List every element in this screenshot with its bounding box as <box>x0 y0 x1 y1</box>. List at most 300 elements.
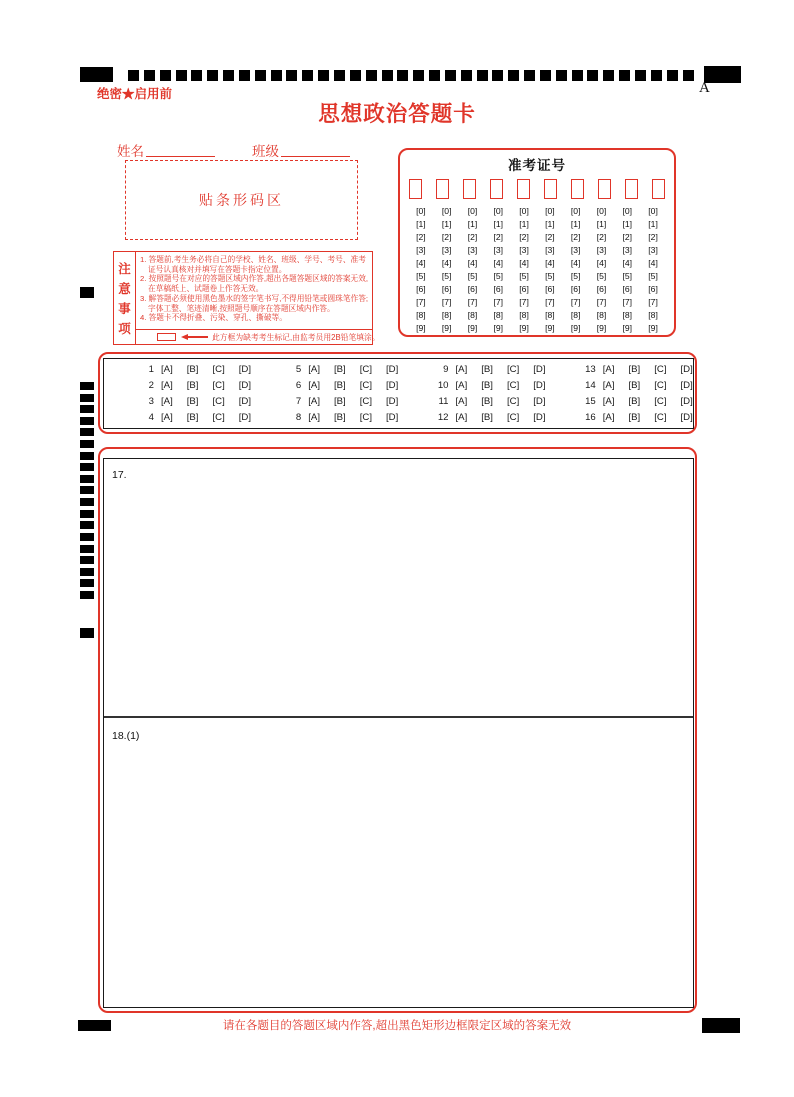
digit-bubble[interactable]: [8] <box>519 310 529 320</box>
digit-bubble[interactable]: [1] <box>545 219 555 229</box>
digit-bubble[interactable]: [6] <box>622 284 633 294</box>
digit-bubble[interactable]: [3] <box>441 245 452 255</box>
digit-bubble[interactable]: [9] <box>416 323 426 333</box>
option-bubble[interactable]: [C] <box>654 396 667 408</box>
timing-mark <box>80 440 94 448</box>
timing-mark <box>80 394 94 402</box>
digit-bubble[interactable]: [4] <box>467 258 478 268</box>
option-bubble[interactable]: [C] <box>359 379 372 391</box>
timing-mark <box>508 70 519 81</box>
digit-bubble[interactable]: [3] <box>596 245 607 255</box>
version-label: A <box>699 80 710 96</box>
digit-bubble[interactable]: [6] <box>441 284 452 294</box>
digit-bubble[interactable]: [6] <box>493 284 504 294</box>
option-bubble[interactable]: [C] <box>506 396 520 408</box>
question-number: 3 <box>148 396 154 408</box>
timing-mark <box>80 417 94 425</box>
option-bubble[interactable]: [B] <box>333 363 346 375</box>
digit-bubble[interactable]: [7] <box>622 297 633 307</box>
digit-bubble[interactable]: [7] <box>467 297 478 307</box>
timing-mark <box>80 428 94 436</box>
mc-question-row <box>134 396 251 407</box>
left-arrow-icon <box>181 334 188 340</box>
option-bubble[interactable]: [A] <box>161 412 173 424</box>
mc-question-row <box>281 412 398 423</box>
notice-item: 2. 按照题号在对应的答题区域内作答,超出各题答题区域的答案无效,在草稿纸上、试题卷上作答无效。 <box>140 274 369 294</box>
timing-mark <box>80 452 94 460</box>
option-bubble[interactable]: [C] <box>212 379 225 391</box>
option-bubble[interactable]: [C] <box>506 412 520 424</box>
digit-bubble[interactable]: [9] <box>519 323 529 333</box>
digit-bubble[interactable]: [5] <box>622 271 633 281</box>
exam-number-digit-grid <box>408 205 666 335</box>
option-bubble[interactable]: [B] <box>481 379 493 391</box>
timing-mark <box>318 70 329 81</box>
digit-bubble[interactable]: [5] <box>467 271 478 281</box>
option-group <box>161 380 251 391</box>
timing-mark <box>239 70 250 81</box>
digit-bubble[interactable]: [9] <box>493 323 504 333</box>
digit-bubble[interactable]: [4] <box>596 258 607 268</box>
digit-bubble[interactable]: [6] <box>467 284 478 294</box>
notice-body <box>136 252 380 344</box>
digit-bubble[interactable]: [8] <box>467 310 478 320</box>
digit-bubble[interactable]: [5] <box>596 271 607 281</box>
option-bubble[interactable]: [B] <box>628 379 641 391</box>
option-group <box>456 412 546 423</box>
option-group <box>161 364 251 375</box>
option-bubble[interactable]: [A] <box>602 379 615 391</box>
mc-column <box>104 359 251 428</box>
digit-bubble[interactable]: [5] <box>519 271 529 281</box>
option-bubble[interactable]: [A] <box>602 396 615 408</box>
timing-mark <box>350 70 361 81</box>
option-group <box>308 412 398 423</box>
digit-bubble[interactable]: [9] <box>648 323 658 333</box>
timing-mark <box>80 579 94 587</box>
timing-mark <box>176 70 187 81</box>
digit-bubble[interactable]: [3] <box>493 245 504 255</box>
digit-bubble[interactable]: [7] <box>596 297 607 307</box>
exam-number-write-squares <box>409 179 665 199</box>
digit-bubble[interactable]: [1] <box>622 219 633 229</box>
option-group <box>161 412 251 423</box>
page-title: 思想政治答题卡 <box>318 102 476 126</box>
option-bubble[interactable]: [D] <box>680 363 693 375</box>
digit-bubble[interactable]: [9] <box>545 323 555 333</box>
option-bubble[interactable]: [D] <box>238 379 251 391</box>
option-group <box>603 396 693 407</box>
exam-number-square[interactable] <box>598 179 611 199</box>
digit-bubble[interactable]: [5] <box>648 271 658 281</box>
mc-question-row <box>429 364 546 375</box>
digit-bubble[interactable]: [4] <box>570 258 581 268</box>
timing-mark <box>651 70 662 81</box>
digit-bubble[interactable]: [2] <box>648 232 658 242</box>
digit-bubble[interactable]: [5] <box>570 271 581 281</box>
digit-bubble[interactable]: [2] <box>596 232 607 242</box>
option-group <box>308 380 398 391</box>
option-group <box>603 380 693 391</box>
digit-bubble[interactable]: [2] <box>519 232 529 242</box>
exam-number-square[interactable] <box>409 179 422 199</box>
question-number: 5 <box>295 363 302 375</box>
digit-bubble[interactable]: [8] <box>416 310 426 320</box>
digit-bubble[interactable]: [3] <box>519 245 529 255</box>
digit-bubble[interactable]: [6] <box>570 284 581 294</box>
question-number: 16 <box>585 412 596 424</box>
option-bubble[interactable]: [B] <box>186 363 199 375</box>
mc-question-row <box>576 380 693 391</box>
option-bubble[interactable]: [A] <box>308 379 320 391</box>
timing-mark <box>80 510 94 518</box>
timing-mark <box>286 70 297 81</box>
option-bubble[interactable]: [D] <box>385 412 399 424</box>
notice-title-char: 注 <box>118 262 131 276</box>
timing-mark <box>80 568 94 576</box>
question-number: 13 <box>585 363 596 375</box>
digit-bubble[interactable]: [3] <box>545 245 555 255</box>
option-bubble[interactable]: [C] <box>212 412 225 424</box>
timing-mark <box>160 70 171 81</box>
timing-mark <box>429 70 440 81</box>
notice-title-char: 事 <box>118 302 131 316</box>
timing-mark <box>587 70 598 81</box>
question-number: 9 <box>443 363 449 375</box>
option-bubble[interactable]: [A] <box>602 363 615 375</box>
option-bubble[interactable]: [D] <box>680 396 693 408</box>
digit-bubble[interactable]: [2] <box>467 232 478 242</box>
digit-bubble[interactable]: [1] <box>441 219 452 229</box>
digit-bubble[interactable]: [0] <box>467 206 478 216</box>
digit-bubble[interactable]: [9] <box>570 323 581 333</box>
question-number: 6 <box>295 379 302 391</box>
timing-mark <box>397 70 408 81</box>
option-bubble[interactable]: [D] <box>680 379 693 391</box>
option-group <box>456 380 546 391</box>
option-group <box>161 396 251 407</box>
option-bubble[interactable]: [B] <box>481 363 493 375</box>
digit-bubble[interactable]: [0] <box>519 206 529 216</box>
digit-bubble[interactable]: [7] <box>441 297 452 307</box>
exam-number-box <box>398 148 676 337</box>
absent-marker-box[interactable] <box>157 333 176 341</box>
left-timing-mark-lower <box>80 628 94 638</box>
left-timing-strip <box>80 382 94 599</box>
option-bubble[interactable]: [A] <box>455 379 468 391</box>
q18-answer-area[interactable] <box>104 720 693 1007</box>
digit-bubble[interactable]: [8] <box>622 310 633 320</box>
class-label: 班级 <box>252 144 279 159</box>
digit-bubble[interactable]: [0] <box>570 206 581 216</box>
timing-mark <box>128 70 139 81</box>
option-bubble[interactable]: [A] <box>455 412 468 424</box>
exam-number-square[interactable] <box>490 179 503 199</box>
question-number: 10 <box>437 379 449 391</box>
notice-item: 1. 答题前,考生务必将自己的学校、姓名、班级、学号、考号、准考证号认真核对并填写在答题卡指定位置。 <box>140 255 366 274</box>
mc-question-row <box>576 396 693 407</box>
left-timing-mark-upper <box>80 287 94 298</box>
digit-bubble[interactable]: [1] <box>596 219 607 229</box>
timing-mark <box>477 70 488 81</box>
exam-number-square[interactable] <box>436 179 449 199</box>
mc-question-row <box>281 396 398 407</box>
digit-bubble[interactable]: [3] <box>622 245 633 255</box>
corner-block-top-left <box>80 67 113 82</box>
digit-bubble[interactable]: [5] <box>545 271 555 281</box>
timing-mark <box>524 70 535 81</box>
digit-bubble[interactable]: [7] <box>493 297 504 307</box>
exam-number-square[interactable] <box>625 179 638 199</box>
name-input-line[interactable] <box>146 156 215 157</box>
option-bubble[interactable]: [A] <box>602 412 615 424</box>
digit-bubble[interactable]: [0] <box>441 206 452 216</box>
mc-question-row <box>429 396 546 407</box>
digit-bubble[interactable]: [4] <box>519 258 529 268</box>
digit-bubble[interactable]: [9] <box>441 323 452 333</box>
digit-bubble[interactable]: [6] <box>596 284 607 294</box>
option-group <box>603 364 693 375</box>
digit-bubble[interactable]: [4] <box>648 258 658 268</box>
timing-mark <box>683 70 694 81</box>
timing-mark <box>80 521 94 529</box>
option-bubble[interactable]: [D] <box>533 412 546 424</box>
exam-number-square[interactable] <box>571 179 584 199</box>
digit-bubble[interactable]: [9] <box>622 323 633 333</box>
left-arrow-shaft <box>188 336 208 338</box>
timing-mark <box>80 486 94 494</box>
digit-bubble[interactable]: [1] <box>467 219 478 229</box>
option-bubble[interactable]: [B] <box>481 412 493 424</box>
option-bubble[interactable]: [C] <box>359 396 372 408</box>
timing-mark <box>80 533 94 541</box>
option-bubble[interactable]: [C] <box>654 363 667 375</box>
q17-answer-area[interactable] <box>104 459 693 718</box>
option-bubble[interactable]: [D] <box>238 412 251 424</box>
digit-bubble[interactable]: [5] <box>416 271 426 281</box>
exam-number-square[interactable] <box>652 179 665 199</box>
digit-bubble[interactable]: [6] <box>416 284 426 294</box>
digit-bubble[interactable]: [2] <box>416 232 426 242</box>
question-number: 1 <box>148 363 154 375</box>
digit-bubble[interactable]: [3] <box>570 245 581 255</box>
option-bubble[interactable]: [D] <box>238 396 251 408</box>
footer-warning: 请在各题目的答题区域内作答,超出黑色矩形边框限定区域的答案无效 <box>222 1020 572 1032</box>
digit-bubble[interactable]: [7] <box>570 297 581 307</box>
mc-question-row <box>134 412 251 423</box>
option-bubble[interactable]: [D] <box>385 363 399 375</box>
q18-label: 18.(1) <box>112 730 140 742</box>
timing-mark <box>80 545 94 553</box>
option-bubble[interactable]: [A] <box>455 363 468 375</box>
mc-question-row <box>576 412 693 423</box>
question-number: 4 <box>148 412 154 424</box>
digit-bubble[interactable]: [8] <box>545 310 555 320</box>
option-bubble[interactable]: [B] <box>186 379 199 391</box>
option-bubble[interactable]: [A] <box>161 396 173 408</box>
digit-bubble[interactable]: [1] <box>416 219 426 229</box>
timing-mark <box>80 498 94 506</box>
option-bubble[interactable]: [A] <box>308 396 320 408</box>
exam-number-square[interactable] <box>517 179 530 199</box>
digit-bubble[interactable]: [1] <box>519 219 529 229</box>
digit-bubble[interactable]: [5] <box>441 271 452 281</box>
option-bubble[interactable]: [A] <box>455 396 468 408</box>
digit-bubble[interactable]: [6] <box>519 284 529 294</box>
option-bubble[interactable]: [C] <box>359 412 372 424</box>
digit-bubble[interactable]: [8] <box>596 310 607 320</box>
timing-mark <box>619 70 630 81</box>
timing-mark <box>667 70 678 81</box>
option-bubble[interactable]: [D] <box>533 379 546 391</box>
option-group <box>308 396 398 407</box>
mc-question-row <box>429 412 546 423</box>
option-bubble[interactable]: [C] <box>654 412 667 424</box>
barcode-label: 贴条形码区 <box>199 192 284 208</box>
digit-bubble[interactable]: [7] <box>545 297 555 307</box>
digit-bubble[interactable]: [4] <box>493 258 504 268</box>
exam-number-square[interactable] <box>544 179 557 199</box>
notice-item: 3. 解答题必须使用黑色墨水的签字笔书写,不得用铅笔或圆珠笔作答;字体工整、笔迹清晰,按照题号顺序在答题区域内作答。 <box>140 293 369 313</box>
timing-mark <box>461 70 472 81</box>
option-bubble[interactable]: [D] <box>385 379 399 391</box>
digit-bubble[interactable]: [7] <box>648 297 658 307</box>
barcode-paste-area[interactable] <box>125 160 358 240</box>
option-bubble[interactable]: [B] <box>628 363 641 375</box>
timing-mark <box>255 70 266 81</box>
option-group <box>308 364 398 375</box>
digit-bubble[interactable]: [8] <box>648 310 658 320</box>
notice-title <box>114 252 136 344</box>
option-bubble[interactable]: [A] <box>161 379 173 391</box>
digit-bubble[interactable]: [0] <box>416 206 426 216</box>
digit-bubble[interactable]: [1] <box>493 219 504 229</box>
option-group <box>603 412 693 423</box>
digit-bubble[interactable]: [0] <box>545 206 555 216</box>
digit-bubble[interactable]: [2] <box>441 232 452 242</box>
question-number: 7 <box>295 396 302 408</box>
mc-question-row <box>429 380 546 391</box>
digit-bubble[interactable]: [1] <box>570 219 581 229</box>
timing-mark <box>413 70 424 81</box>
exam-number-square[interactable] <box>463 179 476 199</box>
timing-mark <box>635 70 646 81</box>
digit-bubble[interactable]: [2] <box>622 232 633 242</box>
digit-bubble[interactable]: [6] <box>648 284 658 294</box>
top-timing-strip <box>128 70 694 81</box>
option-bubble[interactable]: [B] <box>333 396 346 408</box>
digit-bubble[interactable]: [8] <box>570 310 581 320</box>
option-bubble[interactable]: [B] <box>333 379 346 391</box>
option-bubble[interactable]: [C] <box>212 363 225 375</box>
digit-bubble[interactable]: [3] <box>467 245 478 255</box>
option-bubble[interactable]: [D] <box>238 363 251 375</box>
timing-mark <box>572 70 583 81</box>
security-label: 绝密★启用前 <box>97 87 173 101</box>
digit-bubble[interactable]: [7] <box>519 297 529 307</box>
digit-bubble[interactable]: [4] <box>622 258 633 268</box>
digit-bubble[interactable]: [0] <box>648 206 658 216</box>
notice-title-char: 意 <box>118 282 131 296</box>
option-bubble[interactable]: [C] <box>359 363 372 375</box>
option-bubble[interactable]: [B] <box>628 396 641 408</box>
option-bubble[interactable]: [B] <box>186 412 199 424</box>
digit-bubble[interactable]: [5] <box>493 271 504 281</box>
q17-label: 17. <box>112 469 127 481</box>
option-bubble[interactable]: [D] <box>533 363 546 375</box>
digit-bubble[interactable]: [2] <box>493 232 504 242</box>
digit-bubble[interactable]: [1] <box>648 219 658 229</box>
timing-mark <box>80 405 94 413</box>
option-group <box>456 396 546 407</box>
timing-mark <box>603 70 614 81</box>
option-bubble[interactable]: [C] <box>212 396 225 408</box>
option-group <box>456 364 546 375</box>
question-number: 14 <box>585 379 596 391</box>
option-bubble[interactable]: [A] <box>161 363 173 375</box>
option-bubble[interactable]: [D] <box>533 396 546 408</box>
option-bubble[interactable]: [A] <box>308 363 320 375</box>
digit-bubble[interactable]: [4] <box>416 258 426 268</box>
option-bubble[interactable]: [B] <box>186 396 199 408</box>
digit-bubble[interactable]: [3] <box>648 245 658 255</box>
option-bubble[interactable]: [C] <box>506 379 520 391</box>
question-number: 15 <box>585 396 596 408</box>
timing-mark <box>271 70 282 81</box>
class-input-line[interactable] <box>281 156 350 157</box>
digit-bubble[interactable]: [0] <box>493 206 504 216</box>
option-bubble[interactable]: [C] <box>506 363 520 375</box>
timing-mark <box>80 475 94 483</box>
mc-column <box>546 359 693 428</box>
digit-bubble[interactable]: [0] <box>622 206 633 216</box>
absent-marker-row <box>136 329 380 344</box>
digit-bubble[interactable]: [8] <box>441 310 452 320</box>
option-bubble[interactable]: [B] <box>333 412 346 424</box>
timing-mark <box>144 70 155 81</box>
digit-bubble[interactable]: [3] <box>416 245 426 255</box>
question-number: 12 <box>437 412 449 424</box>
option-bubble[interactable]: [D] <box>680 412 693 424</box>
option-bubble[interactable]: [B] <box>628 412 641 424</box>
corner-block-bottom-right <box>702 1018 740 1033</box>
digit-bubble[interactable]: [0] <box>596 206 607 216</box>
mc-question-row <box>134 364 251 375</box>
option-bubble[interactable]: [B] <box>481 396 493 408</box>
option-bubble[interactable]: [D] <box>385 396 399 408</box>
timing-mark <box>302 70 313 81</box>
subjective-section-box <box>103 458 694 1008</box>
digit-bubble[interactable]: [9] <box>596 323 607 333</box>
option-bubble[interactable]: [A] <box>308 412 320 424</box>
digit-bubble[interactable]: [4] <box>441 258 452 268</box>
digit-bubble[interactable]: [7] <box>416 297 426 307</box>
option-bubble[interactable]: [C] <box>654 379 667 391</box>
mc-question-row <box>576 364 693 375</box>
timing-mark <box>334 70 345 81</box>
digit-bubble[interactable]: [4] <box>545 258 555 268</box>
digit-bubble[interactable]: [2] <box>545 232 555 242</box>
digit-bubble[interactable]: [2] <box>570 232 581 242</box>
digit-bubble[interactable]: [8] <box>493 310 504 320</box>
timing-mark <box>80 591 94 599</box>
mc-question-row <box>134 380 251 391</box>
digit-bubble[interactable]: [6] <box>545 284 555 294</box>
question-number: 2 <box>148 379 154 391</box>
digit-bubble[interactable]: [9] <box>467 323 478 333</box>
timing-mark <box>492 70 503 81</box>
timing-mark <box>382 70 393 81</box>
